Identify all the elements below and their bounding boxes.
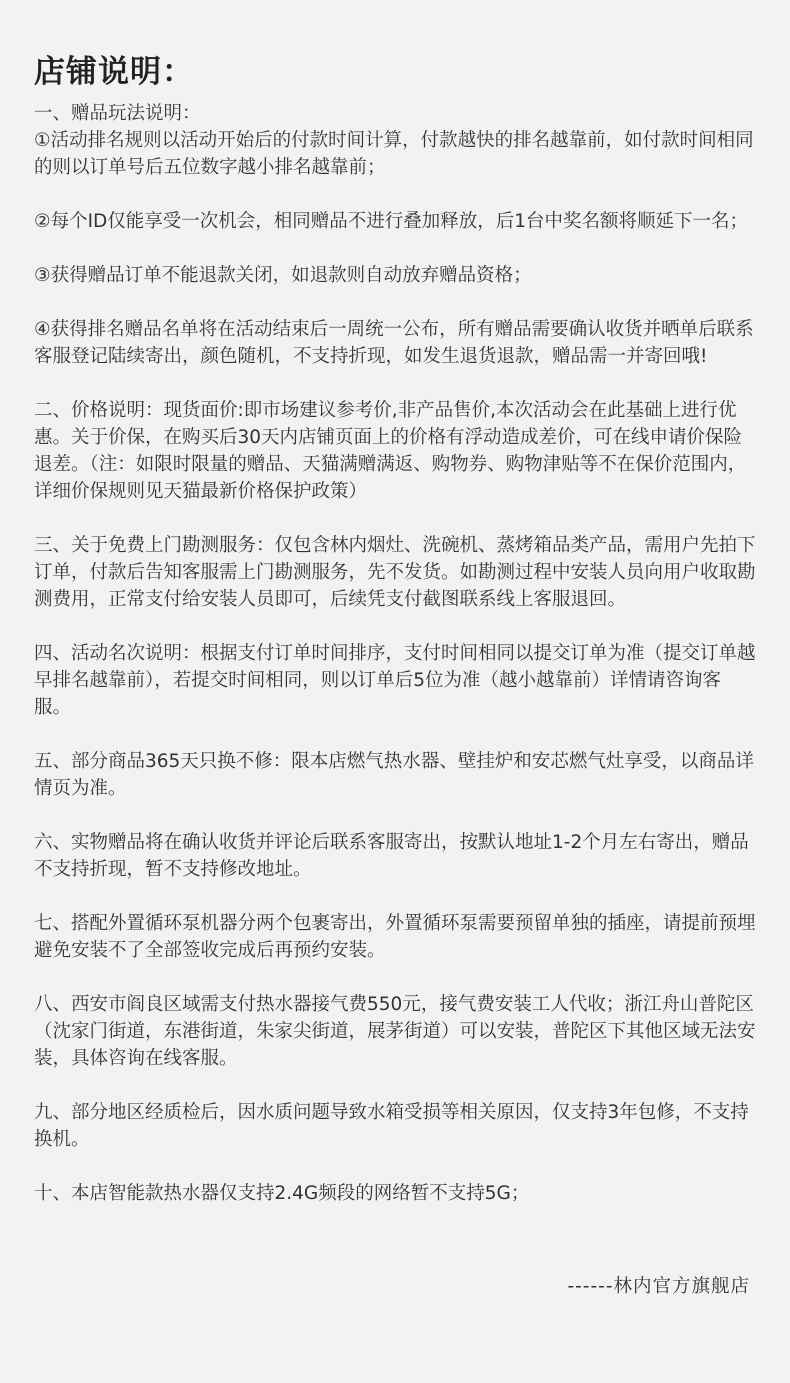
section-gift-rules-heading: 一、赠品玩法说明： [34, 103, 201, 124]
section-price-notice: 二、价格说明：现货面价:即市场建议参考价,非产品售价,本次活动会在此基础上进行优惠。关于价保，在购买后30天内店铺页面上的价格有浮动造成差价，可在线申请价保险退差。（注：如限时限量的赠品、天猫满赠满返、购物券、购物津贴等不在保价范围内，详细价保规则见天猫最新价格保护政策） [34, 400, 747, 502]
section-smart-wifi: 十、本店智能款热水器仅支持2.4G频段的网络暂不支持5G； [34, 1183, 530, 1204]
section-gift-rule-4: ④获得排名赠品名单将在活动结束后一周统一公布，所有赠品需要确认收货并晒单后联系客服登记陆续寄出，颜色随机，不支持折现，如发生退货退款，赠品需一并寄回哦! [34, 319, 754, 367]
section-365-replace: 五、部分商品365天只换不修：限本店燃气热水器、壁挂炉和安芯燃气灶享受，以商品详情页为准。 [34, 751, 754, 799]
store-signature: ------林内官方旗舰店 [567, 1276, 750, 1297]
section-circulation-pump: 七、搭配外置循环泵机器分两个包裹寄出，外置循环泵需要预留单独的插座，请提前预埋避免安装不了全部签收完成后再预约安装。 [34, 913, 756, 961]
section-gift-rule-3: ③获得赠品订单不能退款关闭，如退款则自动放弃赠品资格； [34, 265, 532, 286]
section-install-areas: 八、西安市阎良区域需支付热水器接气费550元，接气费安装工人代收；浙江舟山普陀区（沈家门街道，东港街道，朱家尖街道，展茅街道）可以安装，普陀区下其他区域无法安装，具体咨询在线客服。 [34, 994, 756, 1069]
section-gift-rule-1: ①活动排名规则以活动开始后的付款时间计算，付款越快的排名越靠前，如付款时间相同的则以订单号后五位数字越小排名越靠前； [34, 130, 754, 178]
page-title: 店铺说明： [34, 54, 194, 90]
section-survey-service: 三、关于免费上门勘测服务：仅包含林内烟灶、洗碗机、蒸烤箱品类产品，需用户先拍下订单，付款后告知客服需上门勘测服务，先不发货。如勘测过程中安装人员向用户收取勘测费用，正常支付给安装人员即可，后续凭支付截图联系线上客服退回。 [34, 535, 756, 610]
section-gift-shipping: 六、实物赠品将在确认收货并评论后联系客服寄出，按默认地址1-2个月左右寄出，赠品不支持折现，暂不支持修改地址。 [34, 832, 749, 880]
section-water-quality: 九、部分地区经质检后，因水质问题导致水箱受损等相关原因，仅支持3年包修，不支持换机。 [34, 1102, 749, 1150]
section-gift-rule-2: ②每个ID仅能享受一次机会，相同赠品不进行叠加释放，后1台中奖名额将顺延下一名； [34, 211, 749, 232]
section-ranking-notice: 四、活动名次说明：根据支付订单时间排序，支付时间相同以提交订单为准（提交订单越早排名越靠前），若提交时间相同，则以订单后5位为准（越小越靠前）详情请咨询客服。 [34, 643, 756, 718]
